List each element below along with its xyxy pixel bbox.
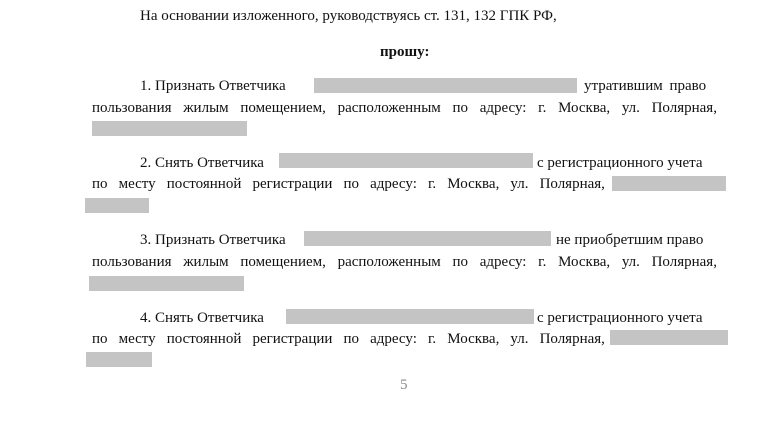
item-4-name-redaction <box>286 309 534 324</box>
item-4-end: с регистрационного учета <box>537 310 703 326</box>
word: помещением, <box>240 254 326 270</box>
word: ул. <box>510 176 529 192</box>
word: Москва, <box>447 331 500 347</box>
item-4-address-redaction-a <box>610 330 728 345</box>
item-3-end: не приобретшим право <box>556 232 704 248</box>
word: адресу: <box>370 176 417 192</box>
word: Москва, <box>558 100 611 116</box>
word: Полярная, <box>539 176 605 192</box>
word: жилым <box>183 100 229 116</box>
word: по <box>343 176 360 192</box>
word: ул. <box>621 254 640 270</box>
word: расположенным <box>337 254 441 270</box>
page-number: 5 <box>400 377 408 393</box>
item-3-start: 3. Признать Ответчика <box>140 232 286 248</box>
word: постоянной <box>166 176 242 192</box>
word: месту <box>118 176 156 192</box>
word: по <box>452 254 469 270</box>
item-1-end: утратившим право <box>584 78 707 94</box>
intro-text: На основании изложенного, руководствуясь ст. 131, 132 ГПК РФ, <box>140 8 557 24</box>
word: адресу: <box>479 254 527 270</box>
word: помещением, <box>240 100 326 116</box>
item-4-address-redaction-b <box>86 352 152 367</box>
item-1-line-2 <box>92 98 717 118</box>
item-2-address-redaction-a <box>612 176 726 191</box>
word: месту <box>118 331 156 347</box>
word: пользования <box>92 100 172 116</box>
word: Полярная, <box>651 100 717 116</box>
item-2-address-redaction-b <box>85 198 149 213</box>
word: по <box>92 176 108 192</box>
item-2-line-2 <box>92 174 605 194</box>
item-3-address-redaction <box>89 276 244 291</box>
item-1-name-redaction <box>314 78 577 93</box>
word: жилым <box>183 254 229 270</box>
word: по <box>343 331 360 347</box>
item-4-line-2 <box>92 329 605 349</box>
word: Москва, <box>447 176 500 192</box>
word: регистрации <box>252 331 333 347</box>
word: ул. <box>621 100 640 116</box>
word: адресу: <box>479 100 527 116</box>
item-1-address-redaction <box>92 121 247 136</box>
word: адресу: <box>370 331 417 347</box>
word: Полярная, <box>651 254 717 270</box>
word: г. <box>427 331 437 347</box>
item-2-name-redaction <box>279 153 533 168</box>
word: Полярная, <box>539 331 605 347</box>
word: расположенным <box>337 100 441 116</box>
item-4-start: 4. Снять Ответчика <box>140 310 264 326</box>
request-heading: прошу: <box>380 44 430 60</box>
item-1-start: 1. Признать Ответчика <box>140 78 286 94</box>
item-2-start: 2. Снять Ответчика <box>140 155 264 171</box>
item-2-end: с регистрационного учета <box>537 155 703 171</box>
word: г. <box>538 254 547 270</box>
word: регистрации <box>252 176 333 192</box>
item-3-line-2 <box>92 252 717 272</box>
word: постоянной <box>166 331 242 347</box>
word: по <box>92 331 108 347</box>
word: г. <box>427 176 437 192</box>
item-3-name-redaction <box>304 231 551 246</box>
word: Москва, <box>558 254 611 270</box>
word: г. <box>538 100 547 116</box>
word: ул. <box>510 331 529 347</box>
word: пользования <box>92 254 172 270</box>
word: по <box>452 100 469 116</box>
